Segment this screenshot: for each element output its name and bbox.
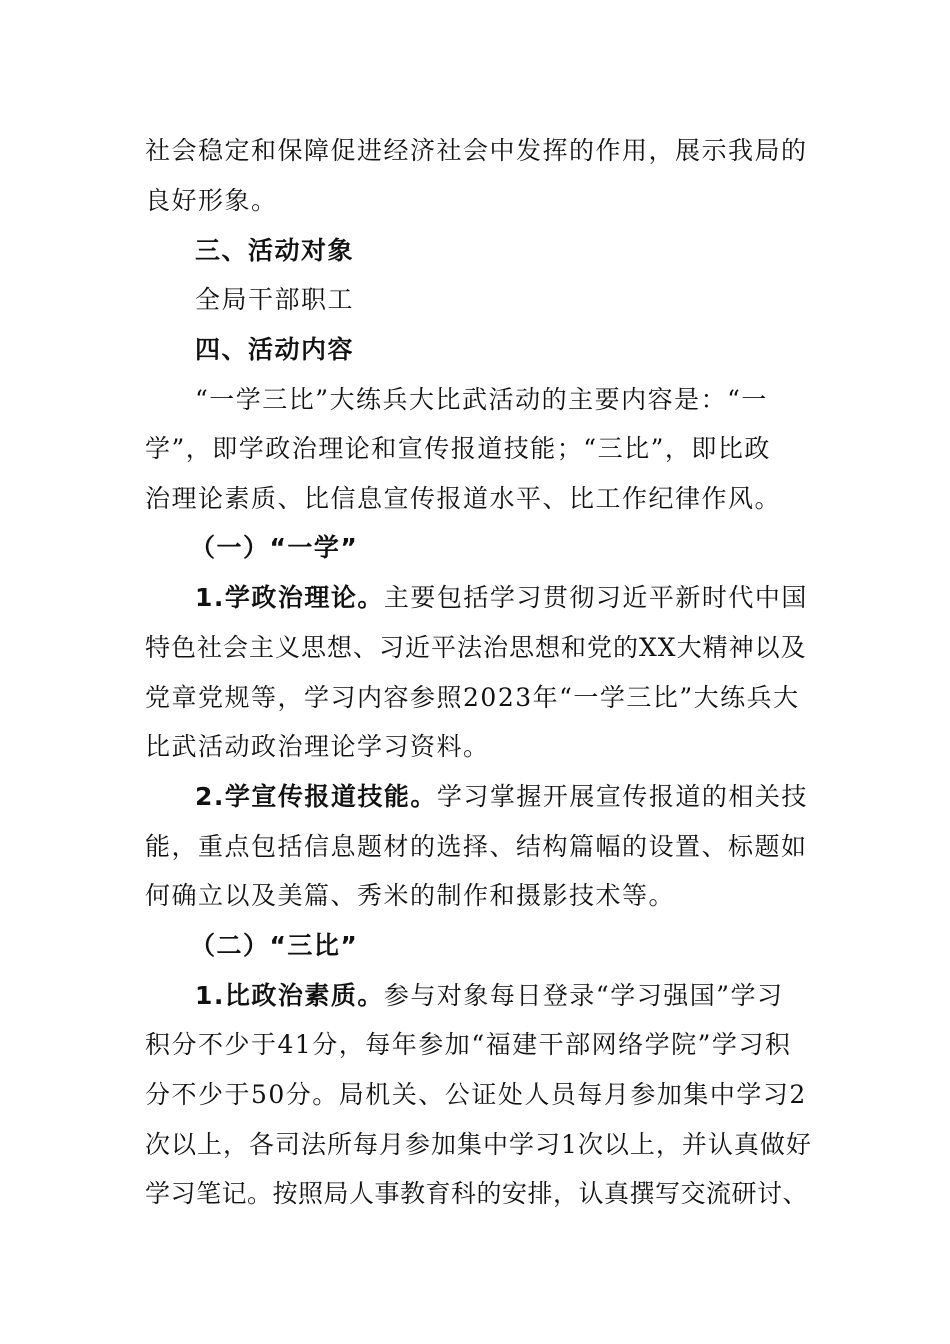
subsection-heading: （一）“一学”: [190, 533, 359, 562]
text-line: [195, 772, 808, 822]
line-rest: 主要包括学习贯彻习近平新时代中国: [383, 583, 808, 612]
text-line: 党章党规等，学习内容参照2023年“一学三比”大练兵大: [145, 683, 800, 712]
text-line: 次以上，各司法所每月参加集中学习1次以上，并认真做好: [145, 1130, 812, 1159]
text-line: 积分不少于41分，每年参加“福建干部网络学院”学习积: [145, 1030, 792, 1059]
text-line: 社会稳定和保障促进经济社会中发挥的作用，展示我局的: [145, 136, 808, 165]
text-line: 全局干部职工: [195, 285, 355, 314]
bold-lead: 2.学宣传报道技能。: [195, 782, 437, 811]
bold-lead: 1.比政治素质。: [195, 981, 384, 1010]
text-line: 比武活动政治理论学习资料。: [145, 732, 490, 761]
line-rest: 学习掌握开展宣传报道的相关技: [436, 782, 808, 811]
section-heading: 三、活动对象: [195, 236, 355, 265]
text-line: 特色社会主义思想、习近平法治思想和党的XX大精神以及: [145, 633, 807, 662]
subsection-heading: （二）“三比”: [190, 931, 359, 960]
text-line: 良好形象。: [145, 186, 278, 215]
section-heading: 四、活动内容: [195, 335, 355, 364]
line-rest: 参与对象每日登录“学习强国”学习: [383, 981, 784, 1010]
text-line: “一学三比”大练兵大比武活动的主要内容是：“一: [195, 385, 768, 414]
text-line: 学习笔记。按照局人事教育科的安排，认真撰写交流研讨、: [145, 1179, 809, 1208]
text-line: [195, 573, 808, 623]
bold-lead: 1.学政治理论。: [195, 583, 384, 612]
text-line: 学”，即学政治理论和宣传报道技能；“三比”，即比政: [145, 434, 771, 463]
text-line: [195, 971, 783, 1021]
text-line: 分不少于50分。局机关、公证处人员每月参加集中学习2: [145, 1080, 807, 1109]
text-line: 能，重点包括信息题材的选择、结构篇幅的设置、标题如: [145, 832, 808, 861]
text-line: 治理论素质、比信息宣传报道水平、比工作纪律作风。: [145, 484, 782, 513]
text-line: 何确立以及美篇、秀米的制作和摄影技术等。: [145, 881, 676, 910]
